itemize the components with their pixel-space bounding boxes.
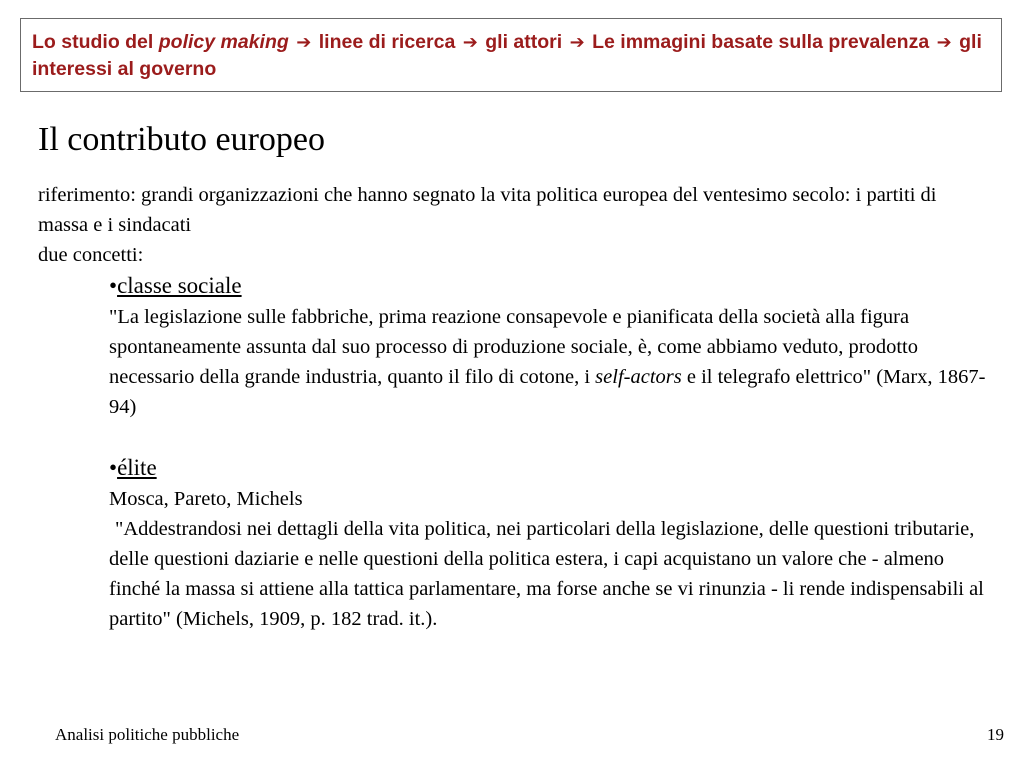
header-part2: linee di ricerca: [318, 31, 456, 53]
intro-concepts: due concetti:: [38, 244, 144, 266]
header-part1-emphasis: policy making: [158, 31, 289, 53]
bullet-elite-label: élite: [117, 455, 157, 480]
slide-title: Il contributo europeo: [38, 121, 326, 158]
michels-quote: "Addestrandosi nei dettagli della vita politica, nei particolari della legislazione, delle questioni tributarie, delle questioni daziarie e nelle questioni della politica estera, i capi acquistano un valore che - almeno finché la massa si attiene alla tattica parlamentare, ma forse anche se vi rinunzia - li rende indispensabili al partito" (Michels, 1909, p. 182 trad. it.).: [109, 518, 984, 630]
header-banner: [20, 18, 1002, 92]
page-number: 19: [987, 725, 1004, 744]
marx-quote-b: e il telegrafo elettrico" (Marx, 1867-94): [109, 366, 986, 418]
header-part5: gli interessi al governo: [32, 31, 982, 80]
bullet-marker: •: [109, 273, 118, 298]
slide-body: [38, 180, 988, 634]
arrow-right-icon: ➔: [296, 32, 312, 52]
bullet-classe-sociale-label: classe sociale: [117, 273, 242, 298]
bullet-marker: •: [109, 455, 118, 480]
marx-quote-emphasis: self-actors: [595, 366, 682, 388]
arrow-right-icon: ➔: [936, 32, 952, 52]
header-part3: gli attori: [485, 31, 563, 53]
intro-reference: riferimento: grandi organizzazioni che hanno segnato la vita politica europea del ventesimo secolo: i partiti di massa e i sindacati: [38, 184, 937, 236]
arrow-right-icon: ➔: [462, 32, 478, 52]
marx-quote: [109, 302, 988, 422]
header-part4: Le immagini basate sulla prevalenza: [592, 31, 930, 53]
elite-authors: Mosca, Pareto, Michels: [109, 488, 303, 510]
footer-course-title: Analisi politiche pubbliche: [55, 725, 240, 744]
bullet-classe-sociale: [109, 270, 988, 302]
marx-quote-a: "La legislazione sulle fabbriche, prima reazione consapevole e pianificata della società alla figura spontaneamente assunta dal suo processo di produzione sociale, è, come abbiamo veduto, prodotto necessario della grande industria, quanto il filo di cotone, i: [109, 306, 918, 388]
bullet-elite: [109, 452, 988, 484]
header-part1: Lo studio del: [32, 31, 159, 53]
arrow-right-icon: ➔: [569, 32, 585, 52]
